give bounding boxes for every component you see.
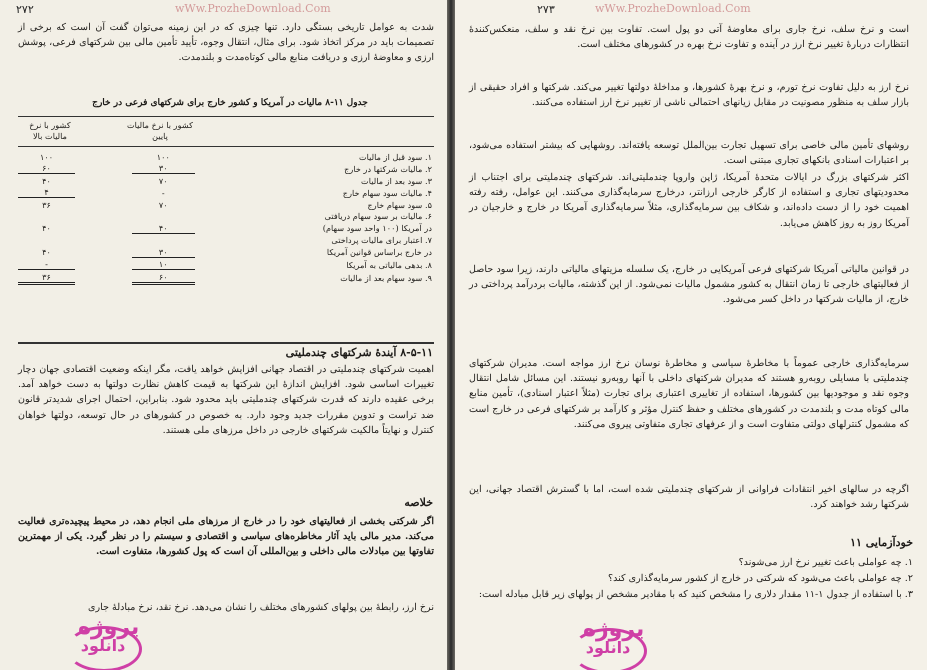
row-value-high: ۴۰ (42, 223, 51, 233)
site-url: wWw.ProzheDownload.Com (175, 2, 331, 15)
row-gap (75, 198, 132, 210)
row-spacer (195, 221, 244, 233)
row-label: ۲. مالیات شرکتها در خارج (344, 163, 432, 174)
row-value-low: ۳۰ (132, 162, 195, 174)
question-1: ۱. چه عواملی باعث تغییر نرخ ارز می‌شوند؟ (738, 557, 913, 568)
row-value-low: ۷۰ (158, 199, 168, 210)
table-row (18, 162, 434, 174)
table-row (18, 257, 434, 270)
table-row (18, 221, 434, 233)
row-value-low: ۷۰ (158, 175, 168, 186)
table-caption: جدول ۱۱-۸ مالیات در آمریکا و کشور خارج برای شرکتهای فرعی در خارج (92, 98, 368, 108)
row-value-low: ۱۰ (132, 257, 195, 270)
site-url: wWw.ProzheDownload.Com (595, 2, 751, 15)
paragraph-2: نرخ ارز به دلیل تفاوت نرخ تورم، و نرخ بهرهٔ کشورها، و مداخلهٔ دولتها تغییر می‌کند. شرکتها و افراد حقیقی از بازار سلف به منظور مصونیت در مقابل زیانهای احتمالی ناشی از تغییر نرخ ارز استفاده می‌کنند. (469, 82, 909, 109)
row-gap (75, 162, 132, 174)
logo-line1: پروژه (583, 617, 645, 642)
question-2: ۲. چه عواملی باعث می‌شود که شرکتی در خارج از کشور سرمایه‌گذاری کند؟ (608, 573, 913, 584)
page-number: ۲۷۲ (16, 3, 34, 16)
section-title: ۸-۵-۱۱ آیندهٔ شرکتهای چندملیتی (285, 346, 433, 359)
row-label: ۷. اعتبار برای مالیات پرداختی (331, 235, 432, 245)
row-label: در آمریکا (۱۰۰ واحد سود سهام) (322, 223, 432, 233)
row-value-high: - (18, 257, 75, 270)
row-spacer (195, 210, 244, 222)
table-row (18, 245, 434, 257)
row-value-high: ۶۰ (18, 162, 75, 174)
row-value-high: ۴ (18, 186, 75, 198)
paragraph-3: روشهای تأمین مالی خاصی برای تسهیل تجارت بین‌الملل توسعه یافته‌اند. روشهایی که بیشتر استفاده می‌شود، بر اعتبارات اسنادی بانکهای تجاری مبتنی است. (469, 140, 909, 167)
row-value-low (132, 210, 195, 222)
row-spacer (195, 162, 244, 174)
table-row (18, 186, 434, 198)
question-3: ۳. با استفاده از جدول ۱-۱۱ مقدار دلاری را مشخص کنید که با مقادیر مشخص از پولهای زیر قابل مبادله است: (478, 589, 913, 600)
paragraph-4: اکثر شرکتهای بزرگ در ایالات متحدهٔ آمریکا، ژاپن واروپا چندملیتی‌اند. شرکتهای چندملیتی برای اجتناب از محدودیتهای تجاری و استفاده از کارگر خارجی ارزانتر، درخارج سرمایه‌گذاری می‌کنند. این عوامل، رفته رفته اهمیت خود را از دست داده‌اند، و شکاف بین سرمایه‌گذاری، مثلاً سرمایه‌گذاری آمریکا در خارج و خارجیان در آمریکا روز به روز کاهش می‌یابد. (469, 172, 909, 229)
table-row (18, 233, 434, 245)
table-row (18, 270, 434, 284)
row-spacer (195, 245, 244, 257)
row-value-low: ۱۰۰ (156, 151, 170, 162)
row-spacer (195, 198, 244, 210)
row-label: ۱. سود قبل از مالیات (358, 151, 432, 162)
left-page (0, 0, 447, 670)
tax-table (18, 150, 434, 285)
row-spacer (195, 257, 244, 270)
table-row (18, 150, 434, 162)
row-value-high: ۱۰۰ (39, 151, 54, 162)
table-header-rule (18, 146, 434, 147)
row-gap (75, 186, 132, 198)
row-label: در خارج براساس قوانین آمریکا (326, 247, 432, 257)
paragraph-5: در قوانین مالیاتی آمریکا شرکتهای فرعی آمریکایی در خارج، یک سلسله مزیتهای مالیاتی دارند، زیرا سود حاصل از فعالیتهای خارجی تا زمان انتقال به کشور مشمول مالیات نمی‌شود. از این گذشته، مالیات بردرآمد پرداختی در خارج، از مالیات شرکتها در داخل کسر می‌شود. (469, 264, 909, 306)
paragraph-7: اگرچه در سالهای اخیر انتقادات فراوانی از شرکتهای چندملیتی شده است، اما با گسترش اقتصاد جهانی، این شرکتها رشد خواهند کرد. (469, 484, 909, 511)
row-value-low: - (161, 187, 165, 198)
row-value-high: ۴۰ (42, 175, 51, 186)
book-gutter (447, 0, 455, 670)
row-label: ۸. بدهی مالیاتی به آمریکا (346, 259, 432, 270)
table-row (18, 198, 434, 210)
row-gap (75, 210, 132, 222)
table-header-high: کشور با نرخ مالیات بالا (29, 120, 71, 141)
row-spacer (195, 174, 244, 186)
table-header-low: کشور با نرخ مالیات پایین (126, 120, 194, 141)
table-top-rule (18, 116, 434, 117)
page-number: ۲۷۳ (537, 3, 555, 16)
table-row (18, 174, 434, 186)
row-spacer (195, 150, 244, 162)
row-value-high: ۳۶ (18, 270, 75, 284)
summary-title: خلاصه (404, 496, 433, 509)
right-page (455, 0, 927, 670)
paragraph-6: سرمایه‌گذاری خارجی عموماً با مخاطرهٔ سیاسی و مخاطرهٔ نوسان نرخ ارز مواجه است. مدیران شرکتهای چندملیتی با مسایلی روبه‌رو هستند که مدیران شرکتهای داخلی با آنها روبه‌رو نیستند. این مسائل شامل انتقال وجوه نقد و موجودیها بین کشورها، استفاده از تغاییری اعتباری برای تجارت (مثلاً اعتبار اسنادی)، تأمین منابع مالی کوتاه مدت و بلندمدت در کشورهای مختلف و حفظ کنترل مؤثر و کارآمد بر شرکتهای فرعی در خارج است که مشمول کنترلهای دولتی متفاوت است و از عرفهای تجاری متفاوتی پیروی می‌کنند. (469, 358, 909, 430)
row-spacer (195, 270, 244, 284)
row-label: ۹. سود سهام بعد از مالیات (340, 273, 432, 283)
row-gap (75, 221, 132, 233)
logo-line2: دانلود (80, 636, 126, 655)
row-gap (75, 174, 132, 186)
row-gap (75, 245, 132, 257)
row-value-low: ۶۰ (132, 270, 195, 284)
logo-swirl-icon (66, 626, 142, 670)
row-value-high: ۳۶ (42, 199, 51, 210)
row-label: ۵. سود سهام خارج (367, 199, 432, 210)
section-body: اهمیت شرکتهای چندملیتی در اقتصاد جهانی افزایش خواهد یافت، مگر اینکه وضعیت اقتصادی جهان دچار تغییرات اساسی شود. افزایش اندازهٔ این شرکتها به قیمت کاهش نظارت دولتها به دست خواهد آمد. برخی عقیده دارند که قدرت شرکتهای چندملیتی باید محدود شود. بنابراین، احتمال اجرای شدیدتر قانون ضد تراست و تدوین مقررات جدید وجود دارد. به خصوص در کشورهای در حال توسعه، دولتها خواهان کنترل و نهایتاً مالکیت شرکتهای خارجی در داخل مرزهای ملی هستند. (18, 364, 434, 436)
row-value-low (132, 233, 195, 245)
summary-body: اگر شرکتی بخشی از فعالیتهای خود را در خارج از مرزهای ملی انجام دهد، در محیط پیچیده‌تری فعالیت می‌کند. مدیر مالی باید آثار مخاطره‌های سیاسی و اقتصادی و سیستم را در نظر گیرد. یکی از مهمترین تفاوتها بین مبادلات مالی داخلی و بین‌المللی آن است که پول کشورها، متفاوت است. (18, 516, 434, 558)
paragraph-1: است و نرخ سلف، نرخ جاری برای معاوضهٔ آتی دو پول است. تفاوت بین نرخ نقد و سلف، منعکس‌کنندهٔ انتظارات دربارهٔ تغییر نرخ ارز در آینده و تفاوت نرخ بهره در کشورهای مختلف است. (469, 24, 909, 51)
row-value-high (18, 233, 75, 245)
row-value-low: ۳۰ (132, 245, 195, 257)
exercise-title: خودآزمایی ۱۱ (850, 536, 913, 549)
row-gap (75, 233, 132, 245)
row-label: ۴. مالیات سود سهام خارج (342, 187, 432, 198)
table-row (18, 210, 434, 222)
row-value-high (18, 210, 75, 222)
row-spacer (195, 186, 244, 198)
logo-swirl-icon (571, 628, 647, 670)
logo-line1: پروژه (78, 615, 140, 640)
row-label: ۶. مالیات بر سود سهام دریافتی (324, 211, 432, 221)
row-label: ۳. سود بعد از مالیات (361, 175, 432, 186)
row-gap (75, 257, 132, 270)
logo-line2: دانلود (585, 638, 631, 657)
row-gap (75, 150, 132, 162)
summary-footer-line: نرخ ارز، رابطهٔ بین پولهای کشورهای مختلف را نشان می‌دهد. نرخ نقد، نرخ مبادلهٔ جاری (88, 602, 434, 613)
table-bottom-rule (18, 342, 434, 344)
intro-paragraph: شدت به عوامل تاریخی بستگی دارد. تنها چیزی که در این زمینه می‌توان گفت آن است که برخی از تصمیمات باید در مرکز اتخاذ شود. برای مثال، انتقال وجوه، تأیید تأمین مالی بین شرکتهای فرعی، پوشش ارزی و معاوضهٔ ارزی و دریافت منابع مالی کوتاه‌مدت و بلندمدت. (18, 22, 434, 64)
row-gap (75, 270, 132, 284)
row-value-low: ۴۰ (132, 221, 195, 233)
row-value-high: ۴۰ (42, 247, 51, 257)
row-spacer (195, 233, 244, 245)
